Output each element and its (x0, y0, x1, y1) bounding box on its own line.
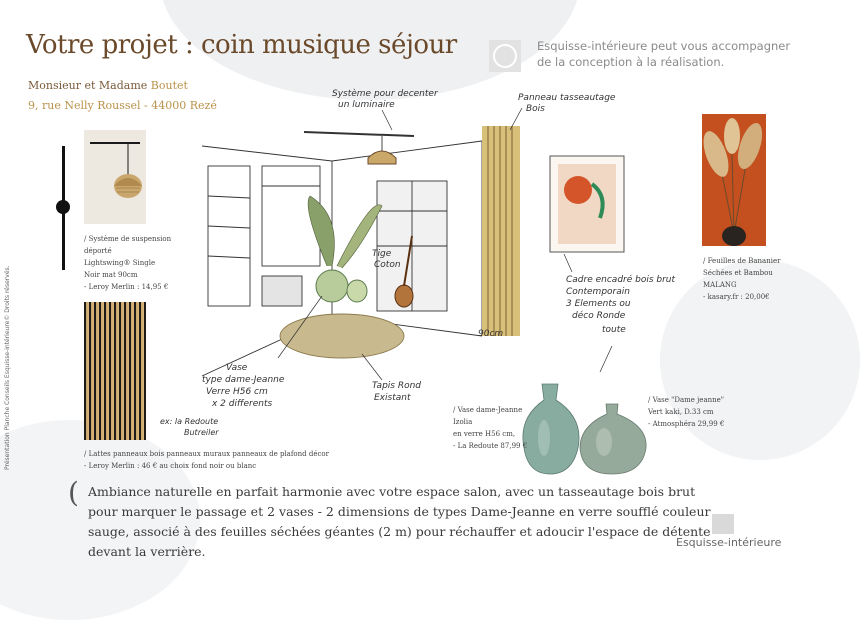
vase2-caption-line: Vert kaki, D.33 cm (648, 408, 714, 416)
vase1-caption-line: / Vase dame-Jeanne Izolia (453, 406, 523, 426)
panel-caption-line: - Leroy Merlin : 46 € au choix fond noir ou blanc (84, 462, 257, 470)
tagline-line-1: Esquisse-intérieure peut vous accompagner (537, 39, 791, 53)
description-text: Ambiance naturelle en parfait harmonie avec votre espace salon, avec un tasseautage bois brut pour marquer le passage et 2 vases - 2 dimensions de types Dame-Jeanne en verre soufflé couleur sauge, associé à des feuilles séchées géantes (2 m) pour réchauffer et adoucir l'espace de détente devant la verrière. (88, 484, 711, 559)
lamp-caption-line: Lightswing® Single (84, 259, 156, 267)
note-redoute-line: ex: la Redoute (160, 417, 219, 426)
lamp-caption-line: - Leroy Merlin : 14,95 € (84, 283, 169, 291)
note-panneau-2: Bois (526, 104, 545, 114)
note-cadre-1: Cadre encadré bois brut (566, 275, 676, 285)
lamp-caption-line: / Système de suspension déporté (84, 235, 172, 255)
note-90cm: 90cm (478, 329, 504, 339)
leaves-caption-line: - kasary.fr : 20,00€ (703, 293, 770, 301)
vase2-caption (648, 394, 740, 430)
vase2-caption-line: / Vase "Dame jeanne" (648, 396, 725, 404)
leaves-caption (703, 255, 799, 303)
note-cadre-2: Contemporain (566, 287, 630, 297)
room-sketch (182, 86, 676, 409)
note-cadre-4: déco Ronde (572, 311, 626, 321)
note-vase-2: type dame-Jeanne (202, 375, 285, 385)
lamp-caption (84, 233, 194, 293)
panel-caption (84, 448, 384, 472)
tagline (537, 38, 797, 70)
note-tige-2: Coton (374, 260, 401, 270)
leaves-caption-line: MALANG (703, 281, 737, 289)
vase1-caption-line: en verre H56 cm, (453, 430, 516, 438)
note-tige-1: Tige (372, 249, 392, 259)
note-redoute (160, 416, 219, 438)
client-address: 9, rue Nelly Roussel - 44000 Rezé (28, 99, 217, 112)
lamp-product-image (84, 130, 146, 224)
tagline-line-2: de la conception à la réalisation. (537, 55, 725, 69)
note-cadre-3: 3 Elements ou (566, 299, 631, 309)
note-panneau-1: Panneau tasseautage (518, 93, 616, 103)
vase1-caption-line: - La Redoute 87,99 € (453, 442, 528, 450)
footer-brand: Esquisse-intérieure (676, 536, 782, 549)
wood-slats-sketch (482, 126, 520, 336)
note-tapis-1: Tapis Rond (372, 381, 422, 391)
vase2-caption-line: - Atmosphéra 29,99 € (648, 420, 725, 428)
note-vase-1: Vase (226, 363, 248, 373)
vase1-caption (453, 404, 543, 452)
decorative-bar-knob (56, 200, 70, 214)
leaves-caption-line: / Feuilles de Bananier (703, 257, 781, 265)
sidebar-copyright: Présentation Planche Conseils Esquisse-intérieure© Droits réservés. (4, 265, 11, 470)
panel-caption-line: / Lattes panneaux bois panneaux muraux panneaux de plafond décor (84, 450, 329, 458)
brand-logo-icon (489, 40, 521, 72)
client-name-prefix: Monsieur et Madame (28, 79, 151, 92)
lamp-caption-line: Noir mat 90cm (84, 271, 138, 279)
note-luminaire-1: Système pour decenter (332, 89, 438, 99)
note-vase-4: x 2 differents (212, 399, 273, 409)
note-tapis-2: Existant (374, 393, 411, 403)
note-cadre-5: toute (602, 325, 626, 335)
note-luminaire-2: un luminaire (338, 100, 395, 110)
client-name: Boutet (150, 79, 188, 92)
page-title: Votre projet : coin musique séjour (26, 30, 457, 60)
note-redoute-line: Butreiler (184, 428, 219, 437)
wood-panel-image (84, 302, 146, 440)
note-vase-3: Verre H56 cm (206, 387, 268, 397)
opening-bracket-icon: ( (68, 476, 79, 509)
leaves-caption-line: Séchées et Bambou (703, 269, 773, 277)
leaves-product-image (702, 114, 766, 246)
footer-logo-icon (712, 514, 734, 534)
